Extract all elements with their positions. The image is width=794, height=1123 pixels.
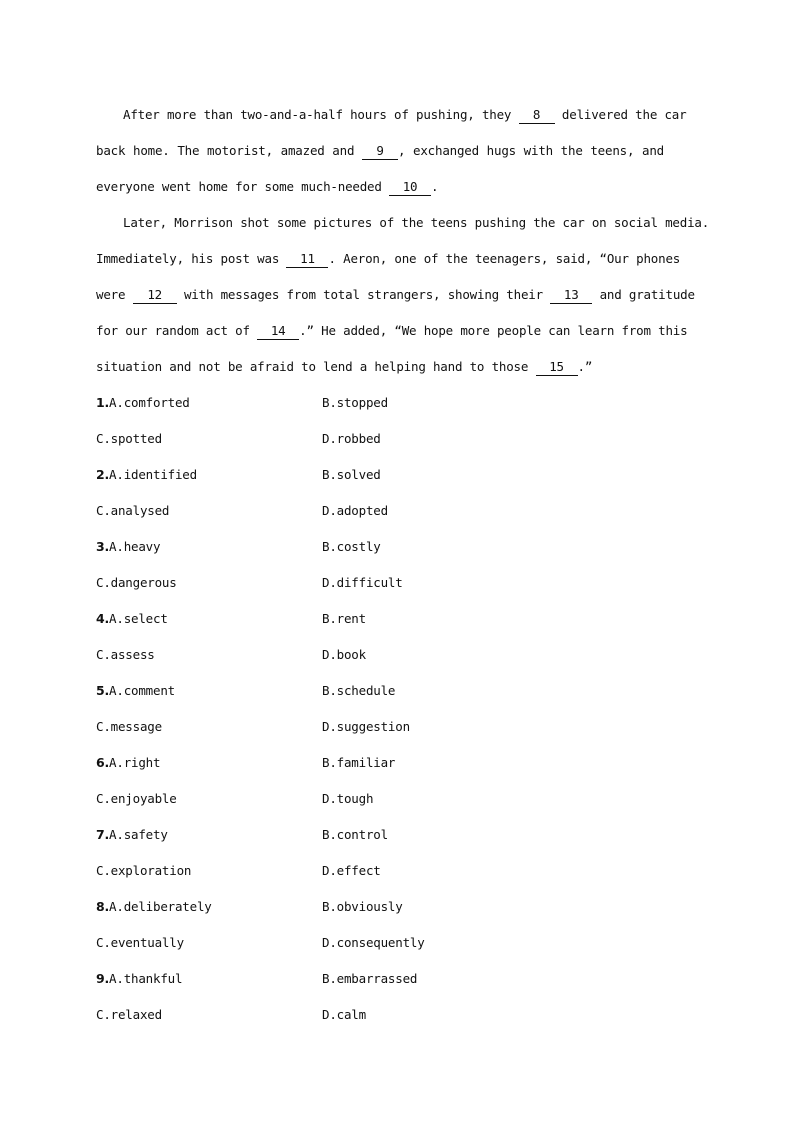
passage-text: and gratitude [592, 287, 695, 302]
passage-text: .” He added, “We hope more people can learn from this [299, 323, 688, 338]
passage-text: back home. The motorist, amazed and [96, 143, 362, 158]
question-number: 8. [96, 899, 110, 914]
question-2-option-c: C.analysed [96, 503, 170, 518]
question-3-option-d: D.difficult [322, 575, 403, 590]
passage-line [96, 321, 688, 341]
blank-9: 9 [362, 143, 398, 160]
question-2-option-b: B.solved [322, 467, 381, 482]
passage-text: .” [577, 359, 593, 374]
question-8-option-a [96, 897, 212, 917]
question-1-option-a [96, 393, 190, 413]
passage-line [96, 177, 438, 197]
passage-text: for our random act of [96, 323, 258, 338]
question-8-option-c: C.eventually [96, 935, 184, 950]
question-2-option-a [96, 465, 197, 485]
passage-text: . [431, 179, 439, 194]
question-9-option-c: C.relaxed [96, 1007, 162, 1022]
passage-text: everyone went home for some much-needed [96, 179, 390, 194]
passage-text: After more than two-and-a-half hours of pushing, they [123, 107, 519, 122]
question-number: 1. [96, 395, 110, 410]
option-text: A.thankful [109, 971, 183, 986]
question-4-option-d: D.book [322, 647, 366, 662]
question-9-option-a [96, 969, 182, 989]
question-7-option-c: C.exploration [96, 863, 192, 878]
passage-text: were [96, 287, 133, 302]
question-number: 3. [96, 539, 110, 554]
question-number: 2. [96, 467, 110, 482]
question-8-option-d: D.consequently [322, 935, 425, 950]
option-text: A.safety [109, 827, 168, 842]
blank-11: 11 [286, 251, 328, 268]
question-5-option-d: D.suggestion [322, 719, 410, 734]
question-number: 4. [96, 611, 110, 626]
question-5-option-a [96, 681, 175, 701]
question-3-option-a [96, 537, 160, 557]
question-5-option-c: C.message [96, 719, 162, 734]
question-1-option-c: C.spotted [96, 431, 162, 446]
question-6-option-c: C.enjoyable [96, 791, 177, 806]
question-6-option-d: D.tough [322, 791, 374, 806]
question-9-option-d: D.calm [322, 1007, 366, 1022]
question-6-option-a [96, 753, 160, 773]
passage-text: situation and not be afraid to lend a helping hand to those [96, 359, 536, 374]
question-4-option-c: C.assess [96, 647, 155, 662]
blank-8: 8 [519, 107, 555, 124]
question-1-option-b: B.stopped [322, 395, 388, 410]
question-3-option-c: C.dangerous [96, 575, 177, 590]
question-5-option-b: B.schedule [322, 683, 396, 698]
blank-12: 12 [133, 287, 177, 304]
question-7-option-b: B.control [322, 827, 388, 842]
question-number: 6. [96, 755, 110, 770]
passage-text: , exchanged hugs with the teens, and [398, 143, 664, 158]
passage-text: Later, Morrison shot some pictures of the teens pushing the car on social media. [123, 215, 710, 230]
option-text: A.right [109, 755, 161, 770]
option-text: A.select [109, 611, 168, 626]
blank-14: 14 [257, 323, 299, 340]
option-text: A.identified [109, 467, 197, 482]
passage-text: with messages from total strangers, showing their [176, 287, 551, 302]
question-6-option-b: B.familiar [322, 755, 396, 770]
passage-line [96, 357, 592, 377]
question-4-option-a [96, 609, 168, 629]
passage-line [96, 249, 681, 269]
question-1-option-d: D.robbed [322, 431, 381, 446]
question-4-option-b: B.rent [322, 611, 366, 626]
option-text: A.comforted [109, 395, 190, 410]
passage-line [123, 105, 687, 125]
question-number: 5. [96, 683, 110, 698]
question-number: 9. [96, 971, 110, 986]
option-text: A.deliberately [109, 899, 212, 914]
blank-10: 10 [389, 179, 431, 196]
option-text: A.heavy [109, 539, 161, 554]
question-number: 7. [96, 827, 110, 842]
passage-line [96, 285, 695, 305]
passage-line [96, 141, 664, 161]
question-2-option-d: D.adopted [322, 503, 388, 518]
option-text: A.comment [109, 683, 175, 698]
blank-13: 13 [550, 287, 592, 304]
passage-text: delivered the car [554, 107, 687, 122]
question-7-option-d: D.effect [322, 863, 381, 878]
question-9-option-b: B.embarrassed [322, 971, 418, 986]
question-3-option-b: B.costly [322, 539, 381, 554]
blank-15: 15 [536, 359, 578, 376]
passage-text: Immediately, his post was [96, 251, 287, 266]
question-7-option-a [96, 825, 168, 845]
passage-line [123, 213, 710, 233]
question-8-option-b: B.obviously [322, 899, 403, 914]
passage-text: . Aeron, one of the teenagers, said, “Our phones [328, 251, 681, 266]
